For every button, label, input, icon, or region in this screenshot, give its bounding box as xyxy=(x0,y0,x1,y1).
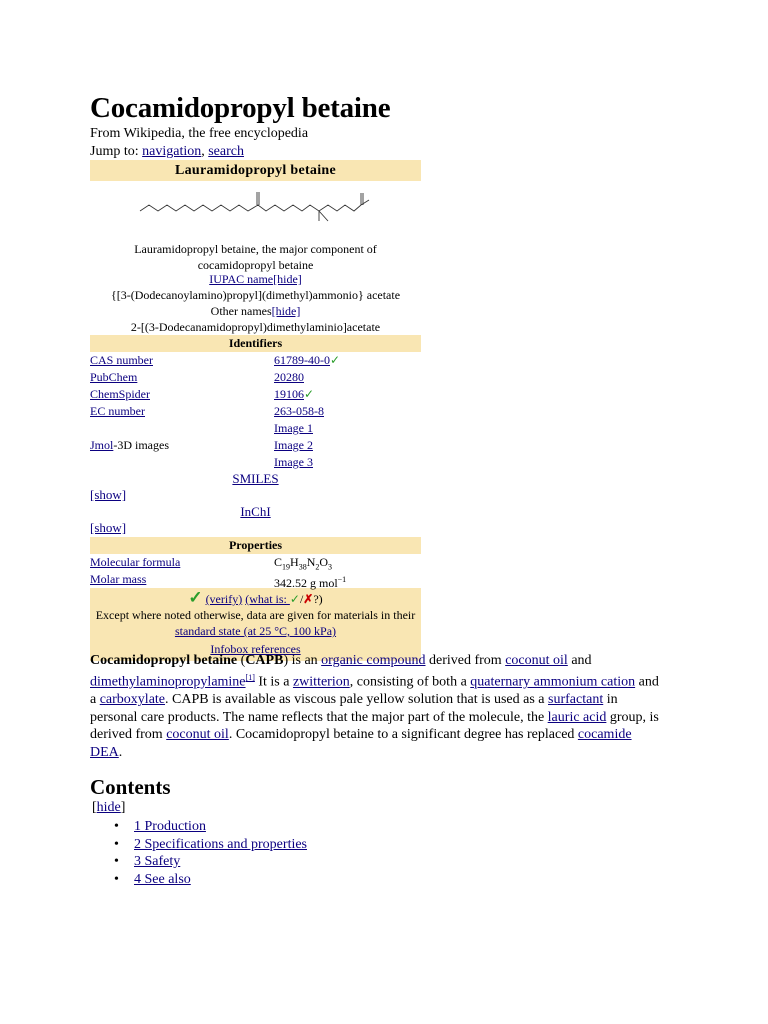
reference-link[interactable]: [1] xyxy=(245,673,255,683)
other-names-label: Other names xyxy=(210,304,272,318)
bullet-icon: • xyxy=(114,854,119,870)
organic-compound-link[interactable]: organic compound xyxy=(321,653,426,668)
smiles-link[interactable]: SMILES xyxy=(232,471,279,486)
bullet-icon: • xyxy=(114,871,119,887)
iupac-name-header xyxy=(90,271,421,287)
verify-line: ✓ (verify) (what is: ✓/✗?) xyxy=(188,588,323,607)
toc-see-also-link[interactable]: 4 See also xyxy=(134,871,191,887)
properties-header: Properties xyxy=(90,537,421,554)
standard-state-link[interactable]: standard state (at 25 °C, 100 kPa) xyxy=(174,624,337,638)
inchi-link[interactable]: InChI xyxy=(240,504,271,519)
molecular-formula-value: $C_{19}H_{38}N_2O_3$ xyxy=(274,555,333,572)
skeletal-formula-diagram xyxy=(138,183,378,239)
verify-link[interactable]: (verify) xyxy=(205,592,243,606)
smiles-show-toggle[interactable]: [show] xyxy=(90,487,127,502)
infobox-references-link[interactable]: Infobox references xyxy=(210,642,301,656)
toc-production-link[interactable]: 1 Production xyxy=(134,819,206,834)
coconut-oil-link[interactable]: coconut oil xyxy=(505,653,568,668)
jmol-image-1-link[interactable]: Image 1 xyxy=(274,421,313,435)
bullet-icon: • xyxy=(114,836,119,852)
standard-state-note: Except where noted otherwise, data are given for materials in their standard state (at 25 °C, 100 kPa) xyxy=(95,608,416,638)
cross-icon: ✗ xyxy=(303,592,314,606)
molar-mass-value: 342.52 g mol$^{-1}$ xyxy=(274,575,347,590)
page-subtitle: From Wikipedia, the free encyclopedia xyxy=(90,126,309,141)
identifier-row xyxy=(90,369,421,386)
other-names-header xyxy=(90,303,421,319)
image-row-3 xyxy=(90,454,421,471)
contents-heading: Contents xyxy=(90,775,171,799)
zwitterion-link[interactable]: zwitterion xyxy=(292,675,350,691)
infobox-footer xyxy=(90,588,421,661)
check-icon: ✓ xyxy=(330,353,341,367)
bullet-icon: • xyxy=(114,819,119,834)
toc-item xyxy=(90,818,307,836)
jmol-link[interactable]: Jmol xyxy=(90,438,114,452)
page-title: Cocamidopropyl betaine xyxy=(90,92,391,124)
carboxylate-link[interactable]: carboxylate xyxy=(99,692,166,708)
toc-item xyxy=(90,871,307,889)
structure-image[interactable] xyxy=(90,181,421,239)
other-names-hide-toggle[interactable]: [hide] xyxy=(271,304,301,318)
infobox-caption: Lauramidopropyl betaine, the major component of cocamidopropyl betaine xyxy=(134,242,377,272)
iupac-hide-toggle[interactable]: [hide] xyxy=(273,272,302,286)
lead-paragraph: Cocamidopropyl betaine (CAPB) is an organic compound derived from coconut oil and dimethylaminopropylamine[1] It is a zwitterion, consisting of both a quaternary ammonium cation and a carboxylate. CAPB is available as viscous pale yellow solution that is used as a surfactant in personal care products. The name reflects that the major part of the molecule, the lauric acid group, is derived from coconut oil. Cocamidopropyl betaine to a significant degree has replaced cocamide DEA. xyxy=(90,653,659,760)
inchi-header xyxy=(90,504,421,520)
jmol-text: -3D images xyxy=(113,438,169,452)
ec-number-value[interactable]: 263-058-8 xyxy=(274,404,324,418)
property-row xyxy=(90,554,421,571)
coconut-oil-link[interactable]: coconut oil xyxy=(166,727,229,743)
quaternary-ammonium-cation-link[interactable]: quaternary ammonium cation xyxy=(470,675,636,691)
cocamide-dea-link[interactable]: cocamide DEA xyxy=(90,727,632,760)
cas-number-value[interactable]: 61789-40-0 xyxy=(274,353,330,367)
identifier-row xyxy=(90,403,421,420)
smiles-show-row xyxy=(90,487,421,504)
chemspider-value[interactable]: 19106 xyxy=(274,387,304,401)
jmol-image-3-link[interactable]: Image 3 xyxy=(274,455,313,469)
identifiers-header: Identifiers xyxy=(90,335,421,352)
iupac-name-link[interactable]: IUPAC name xyxy=(209,272,274,286)
check-icon: ✓ xyxy=(304,387,315,401)
check-icon: ✓ xyxy=(289,592,300,606)
jump-to-label: Jump to: xyxy=(90,144,143,159)
table-of-contents xyxy=(90,818,307,888)
smiles-header xyxy=(90,471,421,487)
jump-navigation-link[interactable]: navigation xyxy=(142,144,202,159)
pubchem-value[interactable]: 20280 xyxy=(274,370,304,384)
ec-number-link[interactable]: EC number xyxy=(90,404,145,418)
toc-item xyxy=(90,853,307,871)
property-row xyxy=(90,571,421,588)
surfactant-link[interactable]: surfactant xyxy=(548,692,604,708)
molar-mass-link[interactable]: Molar mass xyxy=(90,572,147,586)
other-names-value: 2-[(3-Dodecanamidopropyl)dimethylaminio]acetate xyxy=(130,320,381,334)
toc-safety-link[interactable]: 3 Safety xyxy=(134,854,181,870)
chembox xyxy=(90,160,421,661)
molecular-formula-link[interactable]: Molecular formula xyxy=(90,555,181,569)
inchi-show-toggle[interactable]: [show] xyxy=(90,520,127,535)
toc-item xyxy=(90,836,307,854)
iupac-name-value: {[3-(Dodecanoylamino)propyl](dimethyl)ammonio} acetate xyxy=(110,288,401,302)
identifier-row xyxy=(90,352,421,369)
dimethylaminopropylamine-link[interactable]: dimethylaminopropylamine xyxy=(90,675,246,691)
infobox-title: Lauramidopropyl betaine xyxy=(90,160,421,181)
toc-specifications-link[interactable]: 2 Specifications and properties xyxy=(134,836,308,852)
what-is-link[interactable]: (what is: xyxy=(245,592,290,606)
image-row-1 xyxy=(90,420,421,437)
lauric-acid-link[interactable]: lauric acid xyxy=(547,709,607,725)
toc-toggle: [hide] xyxy=(92,800,126,815)
jmol-image-2-link[interactable]: Image 2 xyxy=(274,438,313,452)
chemspider-link[interactable]: ChemSpider xyxy=(90,387,150,401)
jump-to xyxy=(90,144,244,160)
jump-search-link[interactable]: search xyxy=(208,144,244,159)
inchi-show-row xyxy=(90,520,421,537)
jmol-row xyxy=(90,437,421,454)
pubchem-link[interactable]: PubChem xyxy=(90,370,138,384)
toc-hide-link[interactable]: hide xyxy=(96,800,121,815)
verified-check-icon: ✓ xyxy=(188,588,203,607)
jump-separator: , xyxy=(201,144,209,159)
cas-number-link[interactable]: CAS number xyxy=(90,353,153,367)
identifier-row xyxy=(90,386,421,403)
